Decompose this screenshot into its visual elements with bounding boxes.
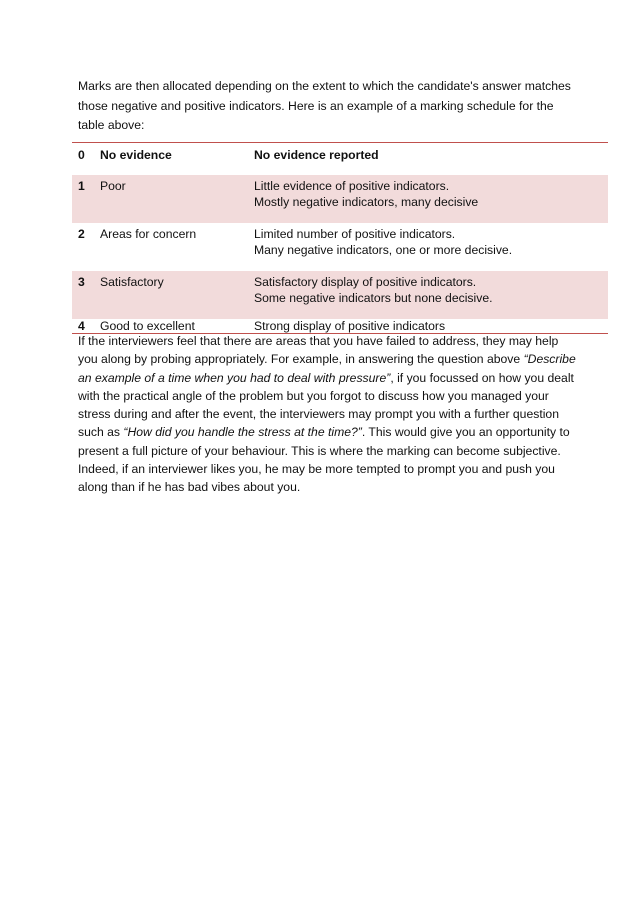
label-cell: Satisfactory [94,271,248,319]
table-row [72,271,608,319]
label-cell: No evidence [100,148,172,162]
description-line: Little evidence of positive indicators. [254,178,450,193]
body-line: along than if he has bad vibes about you. [78,480,301,495]
body-text-run: such as [78,425,124,440]
description-line: Satisfactory display of positive indicators. [254,274,477,289]
description-cell [248,143,608,175]
table-row [72,223,608,271]
intro-line: Marks are then allocated depending on the extent to which the candidate's answer matches [78,79,571,93]
description-cell [248,319,608,334]
marking-schedule-table [72,142,608,334]
score-cell: 0 [78,148,85,162]
table-row [72,319,608,334]
label-cell: Good to excellent [100,318,195,333]
description-cell [248,271,608,319]
quoted-question: “How did you handle the stress at the time?” [123,425,362,440]
quoted-question: “Describe [523,352,576,367]
intro-line: table above: [78,118,145,132]
table-row [72,175,608,223]
score-cell: 2 [78,226,85,241]
body-line [78,423,568,441]
description-line: Mostly negative indicators, many decisive [254,194,479,209]
body-line: present a full picture of your behaviour. This is where the marking can become subjective. [78,443,561,458]
intro-paragraph [78,77,571,136]
body-paragraph [78,332,576,497]
description-line: Limited number of positive indicators. [254,226,456,241]
body-text-run: , if you focussed on how you dealt [390,370,574,385]
body-text-run: . This would give you an opportunity to [361,425,570,440]
description-line: Strong display of positive indicators [254,318,446,333]
score-cell: 3 [72,271,94,319]
score-cell: 1 [72,175,94,223]
label-cell: Poor [94,175,248,223]
body-text-run: you along by probing appropriately. For example, in answering the question above [78,352,524,367]
label-cell: Areas for concern [100,226,197,241]
score-cell: 4 [78,318,85,333]
description-line: Many negative indicators, one or more decisive. [254,242,513,257]
body-line [78,350,576,368]
intro-line: those negative and positive indicators. Here is an example of a marking schedule for the [78,98,554,113]
body-line: Indeed, if an interviewer likes you, he may be more tempted to prompt you and push you [78,462,555,477]
description-cell [248,223,608,271]
quoted-question: an example of a time when you had to deal with pressure” [78,370,391,385]
description-line: No evidence reported [254,148,379,162]
body-line [78,369,574,387]
description-cell [248,175,608,223]
description-line: Some negative indicators but none decisive. [254,290,493,305]
body-line: stress during and after the event, the interviewers may prompt you with a further question [78,407,559,422]
table-row [72,143,608,175]
body-line: with the practical angle of the problem but you forgot to discuss how you managed your [78,388,549,403]
body-line: If the interviewers feel that there are areas that you have failed to address, they may help [78,334,559,348]
